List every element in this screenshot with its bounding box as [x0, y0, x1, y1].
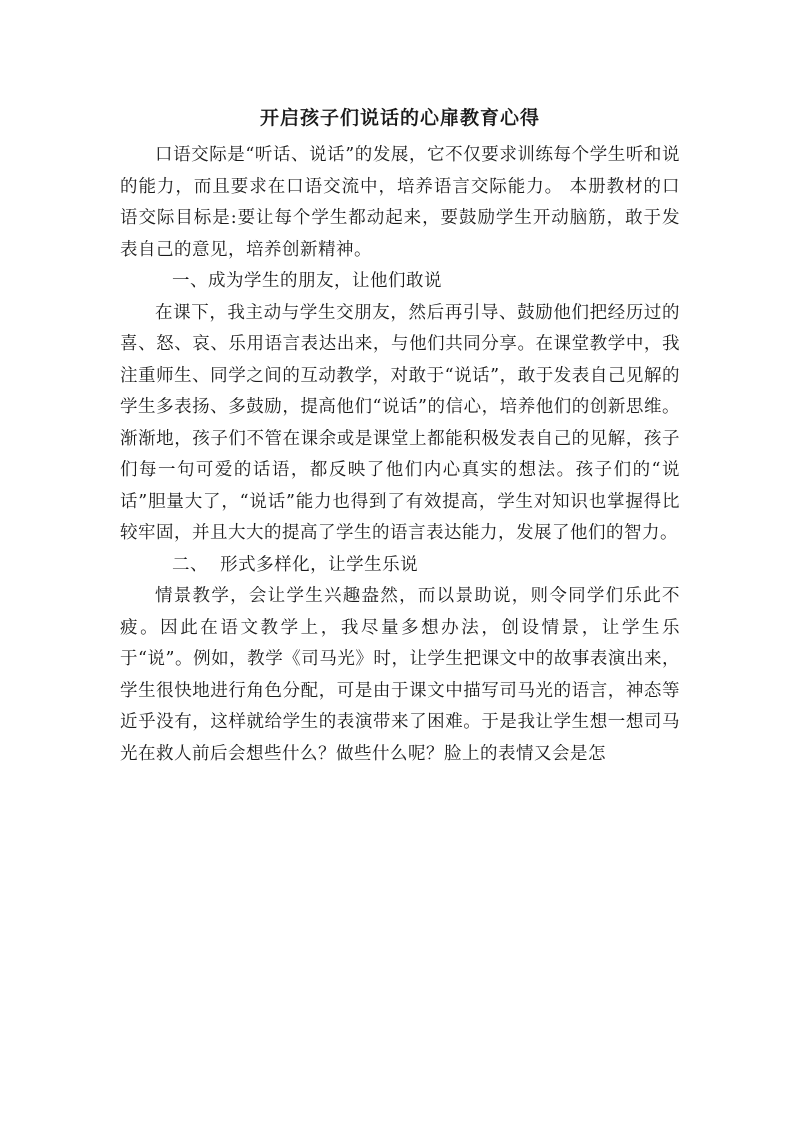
- document-page: [120, 98, 680, 770]
- section-1-heading: 一、成为学生的朋友，让他们敢说: [172, 271, 442, 291]
- section-2-heading: 二、 形式多样化，让学生乐说: [172, 554, 419, 575]
- document-title: 开启孩子们说话的心扉教育心得: [259, 107, 540, 129]
- intro-paragraph: 口语交际是“听话、说话”的发展，它不仅要求训练每个学生听和说的能力，而且要求在口语交流中，培养语言交际能力。 本册教材的口语交际目标是:要让每个学生都动起来，要鼓励学生开动脑筋，敢于发表自己的意见，培养创新精神。: [120, 145, 680, 260]
- section-1-paragraph: 在课下，我主动与学生交朋友，然后再引导、鼓励他们把经历过的喜、怒、哀、乐用语言表达出来，与他们共同分享。在课堂教学中，我注重师生、同学之间的互动教学，对敢于“说话”，敢于发表自己见解的学生多表扬、多鼓励，提高他们“说话”的信心，培养他们的创新思维。渐渐地，孩子们不管在课余或是课堂上都能积极发表自己的见解，孩子们每一句可爱的话语，都反映了他们内心真实的想法。孩子们的“说话”胆量大了，“说话”能力也得到了有效提高，学生对知识也掌握得比较牢固，并且大大的提高了学生的语言表达能力，发展了他们的智力。: [120, 302, 680, 543]
- section-2-paragraph: 情景教学，会让学生兴趣盎然，而以景助说，则令同学们乐此不疲。因此在语文教学上，我尽量多想办法，创设情景，让学生乐于“说”。例如，教学《司马光》时，让学生把课文中的故事表演出来，学生很快地进行角色分配，可是由于课文中描写司马光的语言，神态等近乎没有，这样就给学生的表演带来了困难。于是我让学生想一想司马光在救人前后会想些什么？做些什么呢？脸上的表情又会是怎: [120, 586, 680, 764]
